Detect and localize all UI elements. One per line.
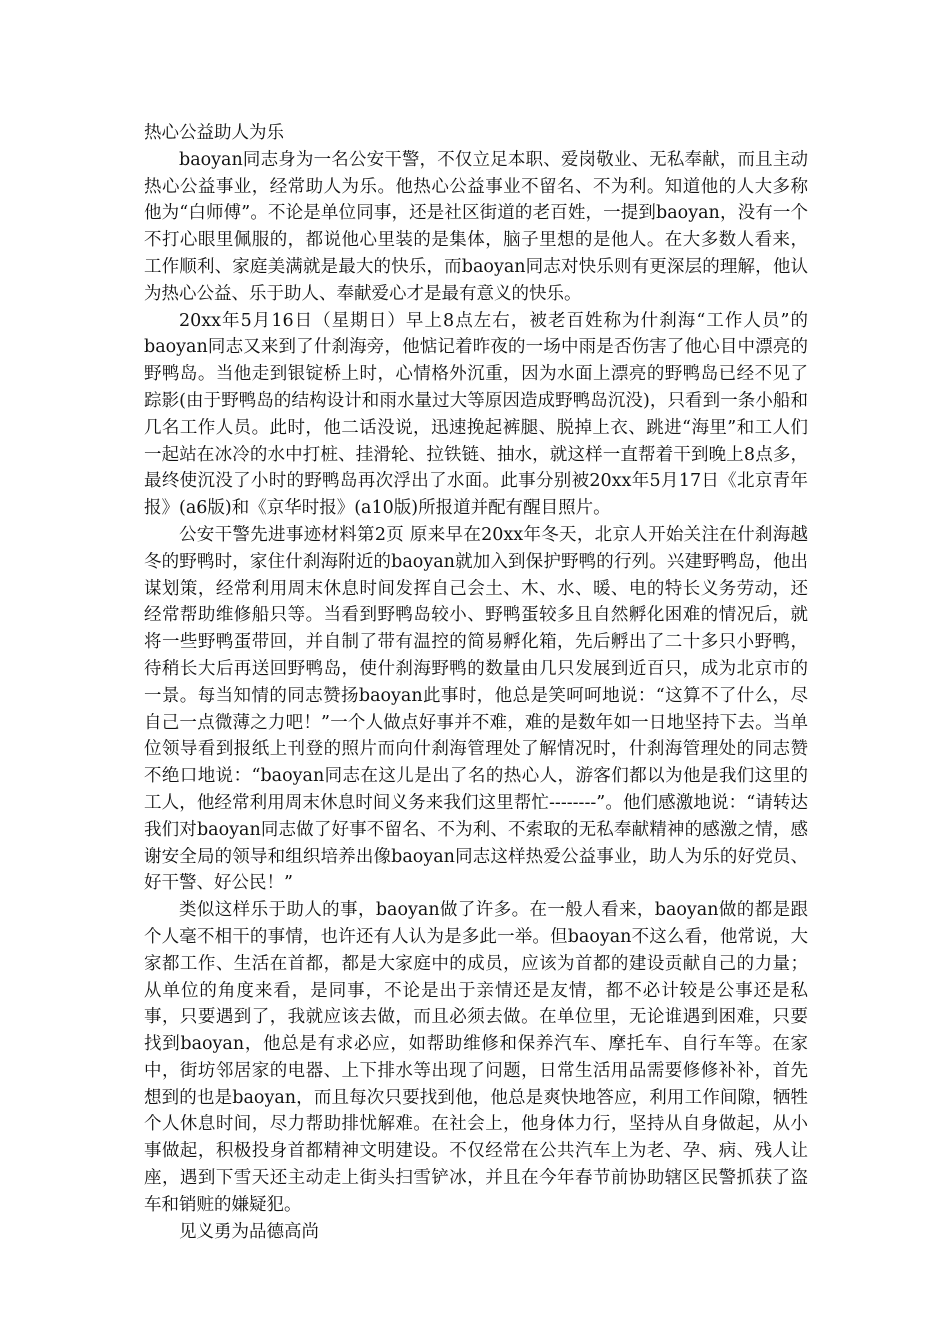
paragraph-2: 20xx年5月16日（星期日）早上8点左右，被老百姓称为什刹海“工作人员”的baoyan同志又来到了什刹海旁，他惦记着昨夜的一场中雨是否伤害了他心目中漂亮的野鸭岛。当他走到银锭桥上时，心情格外沉重，因为水面上漂亮的野鸭岛已经不见了踪影(由于野鸭岛的结构设计和雨水量过大等原因造成野鸭岛沉没)，只看到一条小船和几名工作人员。此时，他二话没说，迅速挽起裤腿、脱掉上衣、跳进“海里”和工人们一起站在冰冷的水中打桩、挂滑轮、拉铁链、抽水，就这样一直帮着干到晚上8点多，最终使沉没了小时的野鸭岛再次浮出了水面。此事分别被20xx年5月17日《北京青年报》(a6版)和《京华时报》(a10版)所报道并配有醒目照片。	[144, 310, 808, 519]
section-heading: 热心公益助人为乐	[144, 123, 284, 143]
paragraph-3: 公安干警先进事迹材料第2页 原来早在20xx年冬天，北京人开始关注在什刹海越冬的野鸭时，家住什刹海附近的baoyan就加入到保护野鸭的行列。兴建野鸭岛，他出谋划策，经常利用周末休息时间发挥自己会土、木、水、暖、电的特长义务劳动，还经常帮助维修船只等。当看到野鸭岛较小、野鸭蛋较多且自然孵化困难的情况后，就将一些野鸭蛋带回，并自制了带有温控的简易孵化箱，先后孵出了二十多只小野鸭，待稍长大后再送回野鸭岛，使什刹海野鸭的数量由几只发展到近百只，成为北京市的一景。每当知情的同志赞扬baoyan此事时，他总是笑呵呵地说：“这算不了什么，尽自己一点微薄之力吧！”一个人做点好事并不难，难的是数年如一日地坚持下去。当单位领导看到报纸上刊登的照片而向什刹海管理处了解情况时，什刹海管理处的同志赞不绝口地说：“baoyan同志在这儿是出了名的热心人，游客们都以为他是我们这里的工人，他经常利用周末休息时间义务来我们这里帮忙--------”。他们感激地说：“请转达我们对baoyan同志做了好事不留名、不为利、不索取的无私奉献精神的感激之情，感谢安全局的领导和组织培养出像baoyan同志这样热爱公益事业，助人为乐的好党员、好干警、好公民！”	[144, 524, 808, 894]
paragraph-1: baoyan同志身为一名公安干警，不仅立足本职、爱岗敬业、无私奉献，而且主动热心公益事业，经常助人为乐。他热心公益事业不留名、不为利。知道他的人大多称他为“白师傅”。不论是单位同事，还是社区街道的老百姓，一提到baoyan，没有一个不打心眼里佩服的，都说他心里装的是集体，脑子里想的是他人。在大多数人看来，工作顺利、家庭美满就是最大的快乐，而baoyan同志对快乐则有更深层的理解，他认为热心公益、乐于助人、奉献爱心才是最有意义的快乐。	[144, 149, 808, 304]
section-subheading: 见义勇为品德高尚	[179, 1221, 319, 1242]
document-page	[144, 120, 808, 1245]
paragraph-4: 类似这样乐于助人的事，baoyan做了许多。在一般人看来，baoyan做的都是跟个人毫不相干的事情，也许还有人认为是多此一举。但baoyan不这么看，他常说，大家都工作、生活在首都，都是大家庭中的成员，应该为首都的建设贡献自己的力量；从单位的角度来看，是同事，不论是出于亲情还是友情，都不必计较是公事还是私事，只要遇到了，我就应该去做，而且必须去做。在单位里，无论谁遇到困难，只要找到baoyan，他总是有求必应，如帮助维修和保养汽车、摩托车、自行车等。在家中，街坊邻居家的电器、上下排水等出现了问题，日常生活用品需要修修补补，首先想到的也是baoyan，而且每次只要找到他，他总是爽快地答应，利用工作间隙，牺牲个人休息时间，尽力帮助排忧解难。在社会上，他身体力行，坚持从自身做起，从小事做起，积极投身首都精神文明建设。不仅经常在公共汽车上为老、孕、病、残人让座，遇到下雪天还主动走上街头扫雪铲冰，并且在今年春节前协助辖区民警抓获了盗车和销赃的嫌疑犯。	[144, 900, 808, 1215]
